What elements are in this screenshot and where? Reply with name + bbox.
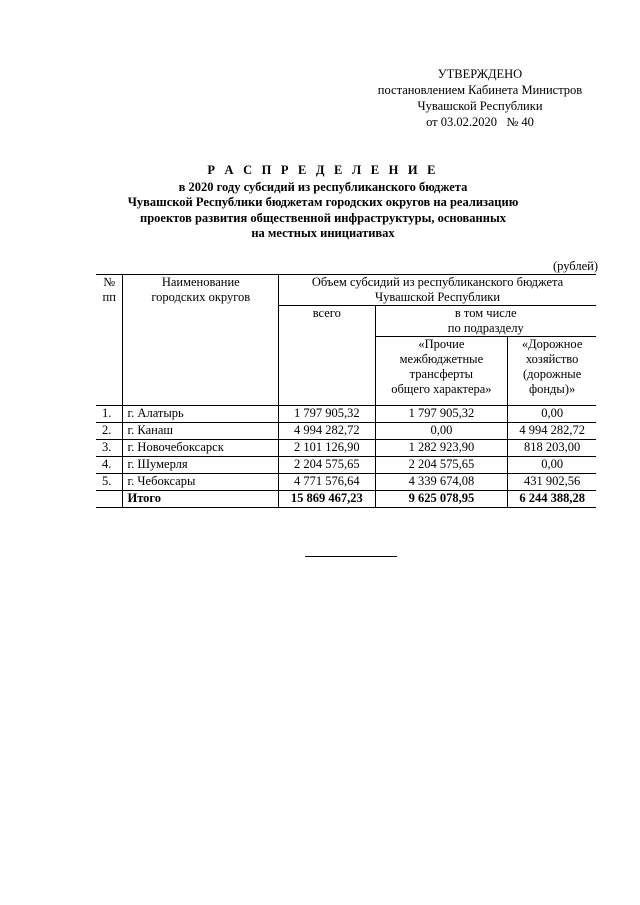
header-name: Наименование городских округов bbox=[123, 275, 279, 406]
table-row: 4. г. Шумерля 2 204 575,65 2 204 575,65 0,00 bbox=[96, 457, 596, 474]
table-row: 3. г. Новочебоксарск 2 101 126,90 1 282 923,90 818 203,00 bbox=[96, 440, 596, 457]
approval-region: Чувашской Республики bbox=[417, 99, 543, 113]
header-total: всего bbox=[279, 306, 375, 406]
approval-date: от 03.02.2020 № 40 bbox=[426, 115, 534, 129]
approval-block bbox=[330, 66, 630, 130]
header-other-transfers: «Прочие межбюджетные трансферты общего характера» bbox=[375, 337, 508, 406]
total-road-economy: 6 244 388,28 bbox=[508, 491, 596, 508]
heading-line-3: проектов развития общественной инфраструктуры, основанных bbox=[140, 210, 506, 225]
closing-rule bbox=[305, 556, 397, 557]
total-other-transfers: 9 625 078,95 bbox=[375, 491, 508, 508]
table-row: 5. г. Чебоксары 4 771 576,64 4 339 674,08 431 902,56 bbox=[96, 474, 596, 491]
heading-line-1: в 2020 году субсидий из республиканского бюджета bbox=[178, 179, 468, 194]
header-road-economy: «Дорожное хозяйство (дорожные фонды)» bbox=[508, 337, 596, 406]
heading-line-4: на местных инициативах bbox=[251, 226, 395, 240]
header-row-1 bbox=[96, 275, 596, 306]
document-heading bbox=[80, 163, 566, 242]
header-including: в том числе по подразделу bbox=[375, 306, 596, 337]
table-row: 1. г. Алатырь 1 797 905,32 1 797 905,32 0,00 bbox=[96, 406, 596, 423]
table-row: 2. г. Канаш 4 994 282,72 0,00 4 994 282,72 bbox=[96, 423, 596, 440]
total-label: Итого bbox=[123, 491, 279, 508]
total-row bbox=[96, 491, 596, 508]
units-label: (рублей) bbox=[552, 259, 598, 273]
approval-authority: постановлением Кабинета Министров bbox=[377, 83, 583, 97]
subsidy-table bbox=[96, 274, 596, 508]
heading-line-2: Чувашской Республики бюджетам городских округов на реализацию bbox=[127, 195, 519, 209]
approval-title: УТВЕРЖДЕНО bbox=[437, 67, 523, 81]
header-volume: Объем субсидий из республиканского бюджета Чувашской Республики bbox=[279, 275, 596, 306]
heading-title: Р А С П Р Е Д Е Л Е Н И Е bbox=[207, 163, 439, 177]
header-number: № пп bbox=[96, 275, 123, 406]
total-sum: 15 869 467,23 bbox=[279, 491, 375, 508]
